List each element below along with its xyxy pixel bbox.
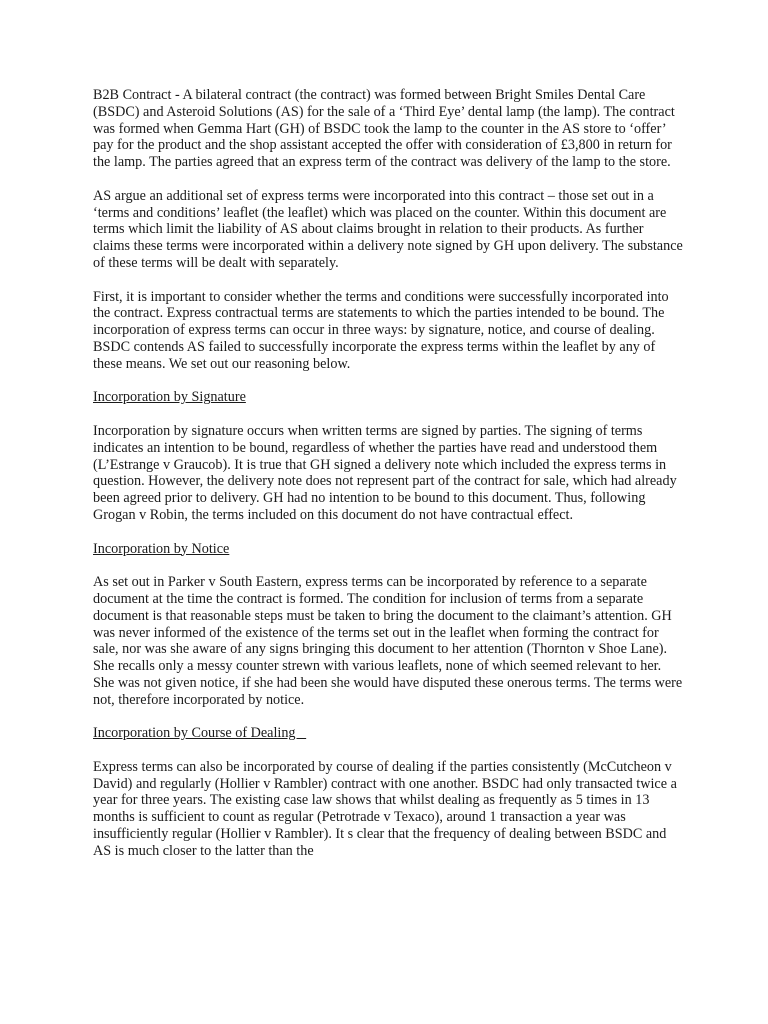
heading-course-of-dealing: Incorporation by Course of Dealing	[93, 725, 307, 742]
paragraph-as-argument: AS argue an additional set of express terms were incorporated into this contract – those set out in a ‘terms and conditions’ leaflet (the leaflet) which was placed on the counter. Within this document are terms which limit the liability of AS about claims brought in relation to their products. As further claims these terms were incorporated within a delivery note signed by GH upon delivery. The substance of these terms will be dealt with separately.	[93, 187, 683, 271]
document-body	[93, 87, 683, 876]
heading-signature: Incorporation by Signature	[93, 389, 246, 406]
paragraph-course-of-dealing: Express terms can also be incorporated by course of dealing if the parties consistently (McCutcheon v David) and regularly (Hollier v Rambler) contract with one another. BSDC had only transacted twice a year for three years. The existing case law shows that whilst dealing as frequently as 5 times in 13 months is sufficient to count as regular (Petrotrade v Texaco), around 1 transaction a year was insufficiently regular (Hollier v Rambler). It s clear that the frequency of dealing between BSDC and AS is much closer to the latter than the	[93, 758, 677, 859]
paragraph-notice: As set out in Parker v South Eastern, express terms can be incorporated by reference to a separate document at the time the contract is formed. The condition for inclusion of terms from a separate document is that reasonable steps must be taken to bring the document to the claimant’s attention. GH was never informed of the existence of the terms set out in the leaflet when forming the contract for sale, nor was she aware of any signs bringing this document to her attention (Thornton v Shoe Lane). She recalls only a messy counter strewn with various leaflets, none of which seemed relevant to her. She was not given notice, if she had been she would have disputed these onerous terms. The terms were not, therefore incorporated by notice.	[93, 574, 683, 708]
heading-notice: Incorporation by Notice	[93, 540, 230, 557]
paragraph-signature: Incorporation by signature occurs when written terms are signed by parties. The signing of terms indicates an intention to be bound, regardless of whether the parties have read and understood them (L’Estrange v Graucob). It is true that GH signed a delivery note which included the express terms in question. However, the delivery note does not represent part of the contract for sale, which had already been agreed prior to delivery. GH had no intention to be bound to this document. Thus, following Grogan v Robin, the terms included on this document do not have contractual effect.	[93, 422, 677, 523]
paragraph-intro: B2B Contract - A bilateral contract (the contract) was formed between Bright Smiles Dental Care (BSDC) and Asteroid Solutions (AS) for the sale of a ‘Third Eye’ dental lamp (the lamp). The contract was formed when Gemma Hart (GH) of BSDC took the lamp to the counter in the AS store to ‘offer’ pay for the product and the shop assistant accepted the offer with consideration of £3,800 in return for the lamp. The parties agreed that an express term of the contract was delivery of the lamp to the store.	[93, 87, 675, 171]
paragraph-incorporation-overview: First, it is important to consider whether the terms and conditions were successfully incorporated into the contract. Express contractual terms are statements to which the parties intended to be bound. The incorporation of express terms can occur in three ways: by signature, notice, and course of dealing. BSDC contends AS failed to successfully incorporate the express terms within the leaflet by any of these means. We set out our reasoning below.	[93, 288, 669, 372]
